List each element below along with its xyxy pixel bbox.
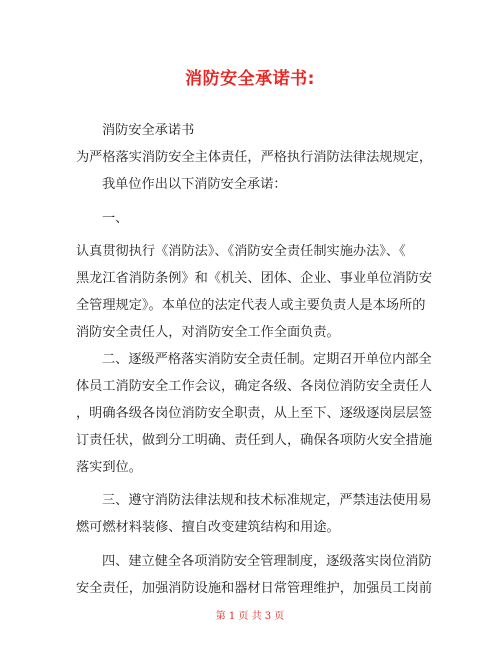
body-line: 消防安全承诺书 bbox=[102, 123, 195, 138]
body-line: 为严格落实消防安全主体责任，严格执行消防法律法规规定， bbox=[76, 150, 433, 165]
body-line: 我单位作出以下消防安全承诺： bbox=[102, 177, 287, 192]
body-line: 黑龙江省消防条例》和《机关、团体、企业、事业单位消防安 bbox=[76, 271, 433, 286]
body-line: 安全责任，加强消防设施和器材日常管理维护，加强员工岗前 bbox=[76, 581, 433, 596]
document-title: 消防安全承诺书: bbox=[185, 69, 315, 89]
body-line: 落实到位。 bbox=[76, 460, 142, 475]
body-line: 四、建立健全各项消防安全管理制度，逐级落实岗位消防 bbox=[102, 554, 432, 569]
body-line: 三、遵守消防法律法规和技术标准规定，严禁违法使用易 bbox=[102, 493, 432, 508]
body-line: ，明确各级各岗位消防安全职责，从上至下、逐级逐岗层层签 bbox=[76, 406, 433, 421]
body-line: 消防安全责任人，对消防安全工作全面负责。 bbox=[76, 325, 340, 340]
body-line: 全管理规定》。本单位的法定代表人或主要负责人是本场所的 bbox=[76, 298, 426, 313]
body-line: 体员工消防安全工作会议，确定各级、各岗位消防安全责任人 bbox=[76, 379, 433, 394]
body-line: 燃可燃材料装修、擅自改变建筑结构和用途。 bbox=[76, 520, 340, 535]
body-line: 订责任状，做到分工明确、责任到人，确保各项防火安全措施 bbox=[76, 433, 433, 448]
body-line: 认真贯彻执行《消防法》、《消防安全责任制实施办法》、《 bbox=[76, 244, 406, 259]
body-line: 二、逐级严格落实消防安全责任制。定期召开单位内部全 bbox=[102, 352, 432, 367]
body-line: 一、 bbox=[102, 211, 129, 226]
page-number: 第 1 页 共 3 页 bbox=[215, 611, 285, 622]
